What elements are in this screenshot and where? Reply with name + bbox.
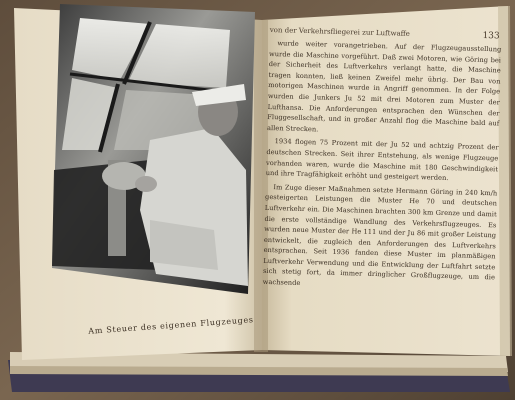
body-text bbox=[263, 38, 502, 294]
page-number: 133 bbox=[482, 30, 500, 42]
running-head: von der Verkehrsfliegerei zur Luftwaffe bbox=[269, 25, 410, 38]
paragraph: Im Zuge dieser Maßnahmen setzte Hermann Göring in 240 km/h gesteigerten Leistungen die Muster He 70 und deutschen Luftverkehr ein. Die Maschinen brachten 300 km Grenze und damit die erste vollständige Wandlung des Verkehrsflugzeuges. Es wurden neue Muster der He 111 und der Ju 86 mit großer Leistung entwickelt, die zugleich den Anforderungen des Luftverkehrs entsprachen. Seit 1936 fanden diese Muster im planmäßigen Luftverkehr Verwendung und die Entwicklung der Luftfahrt setzte sich stetig fort, da immer dringlicher Großflugzeuge, um die wachsende bbox=[262, 182, 498, 288]
right-page-text bbox=[260, 22, 501, 370]
paragraph: 1934 flogen 75 Prozent mit der Ju 52 und achtzig Prozent der deutschen Strecken. Seit ihrer Entstehung, als wenige Flugzeuge vorhanden waren, wurde die Maschine mit 180 Geschwindigkeit und ihre Tragfähigkeit erhöht und gesteigert werden. bbox=[265, 137, 499, 183]
paragraph: wurde weiter vorangetrieben. Auf der Flugzeugausstellung wurde die Maschine vorgeführt. Daß zwei Motoren, wie Göring bei der Sicherheit des Luftverkehrs verlangt hatte, die Maschine tragen konnten, ließ keinen Zweifel mehr übrig. Der Bau von motorigen Maschinen wurde in Angriff genommen. In der Folge wurden die Junkers Ju 52 mit drei Motoren zum Muster der Lufthansa. Die Anforderungen entsprachen den Wünschen der Fluggesellschaft, und in großer Anzahl flog die Maschine bald auf allen Strecken. bbox=[266, 39, 502, 134]
photo-caption: Am Steuer des eigenen Flugzeuges bbox=[88, 315, 254, 336]
cockpit-photograph bbox=[52, 4, 255, 294]
